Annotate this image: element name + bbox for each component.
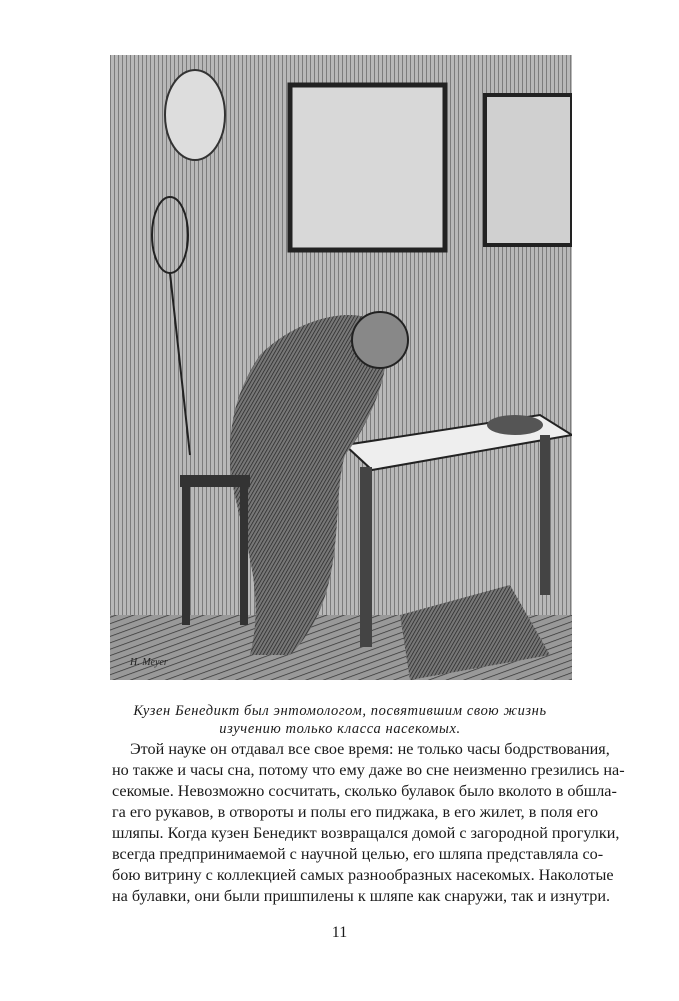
svg-text:H. Meyer: H. Meyer xyxy=(130,657,168,668)
body-text-line: Этой науке он отдавал все свое время: не только часы бодрствования, xyxy=(130,740,610,758)
body-text-line: всегда предпринимаемой с научной целью, его шляпа представляла со- xyxy=(112,845,604,863)
engraving-illustration xyxy=(110,55,572,680)
caption-line: изучению только класса насекомых. xyxy=(219,721,461,737)
body-text-line: га его рукавов, в отвороты и полы его пиджака, в его жилет, в поля его xyxy=(112,803,599,821)
body-text-line: бою витрину с коллекцией самых разнообразных насекомых. Наколотые xyxy=(112,866,614,884)
body-text-line: секомые. Невозможно сосчитать, сколько булавок было вколото в обшла- xyxy=(112,782,617,800)
body-text-line: но также и часы сна, потому что ему даже во сне неизменно грезились на- xyxy=(112,761,625,779)
caption-line: Кузен Бенедикт был энтомологом, посвятившим свою жизнь xyxy=(133,703,547,719)
body-text-line: на булавки, они были пришпилены к шляпе как снаружи, так и изнутри. xyxy=(112,887,611,905)
body-text-line: шляпы. Когда кузен Бенедикт возвращался домой с загородной прогулки, xyxy=(112,824,620,842)
page-number: 11 xyxy=(331,924,348,941)
